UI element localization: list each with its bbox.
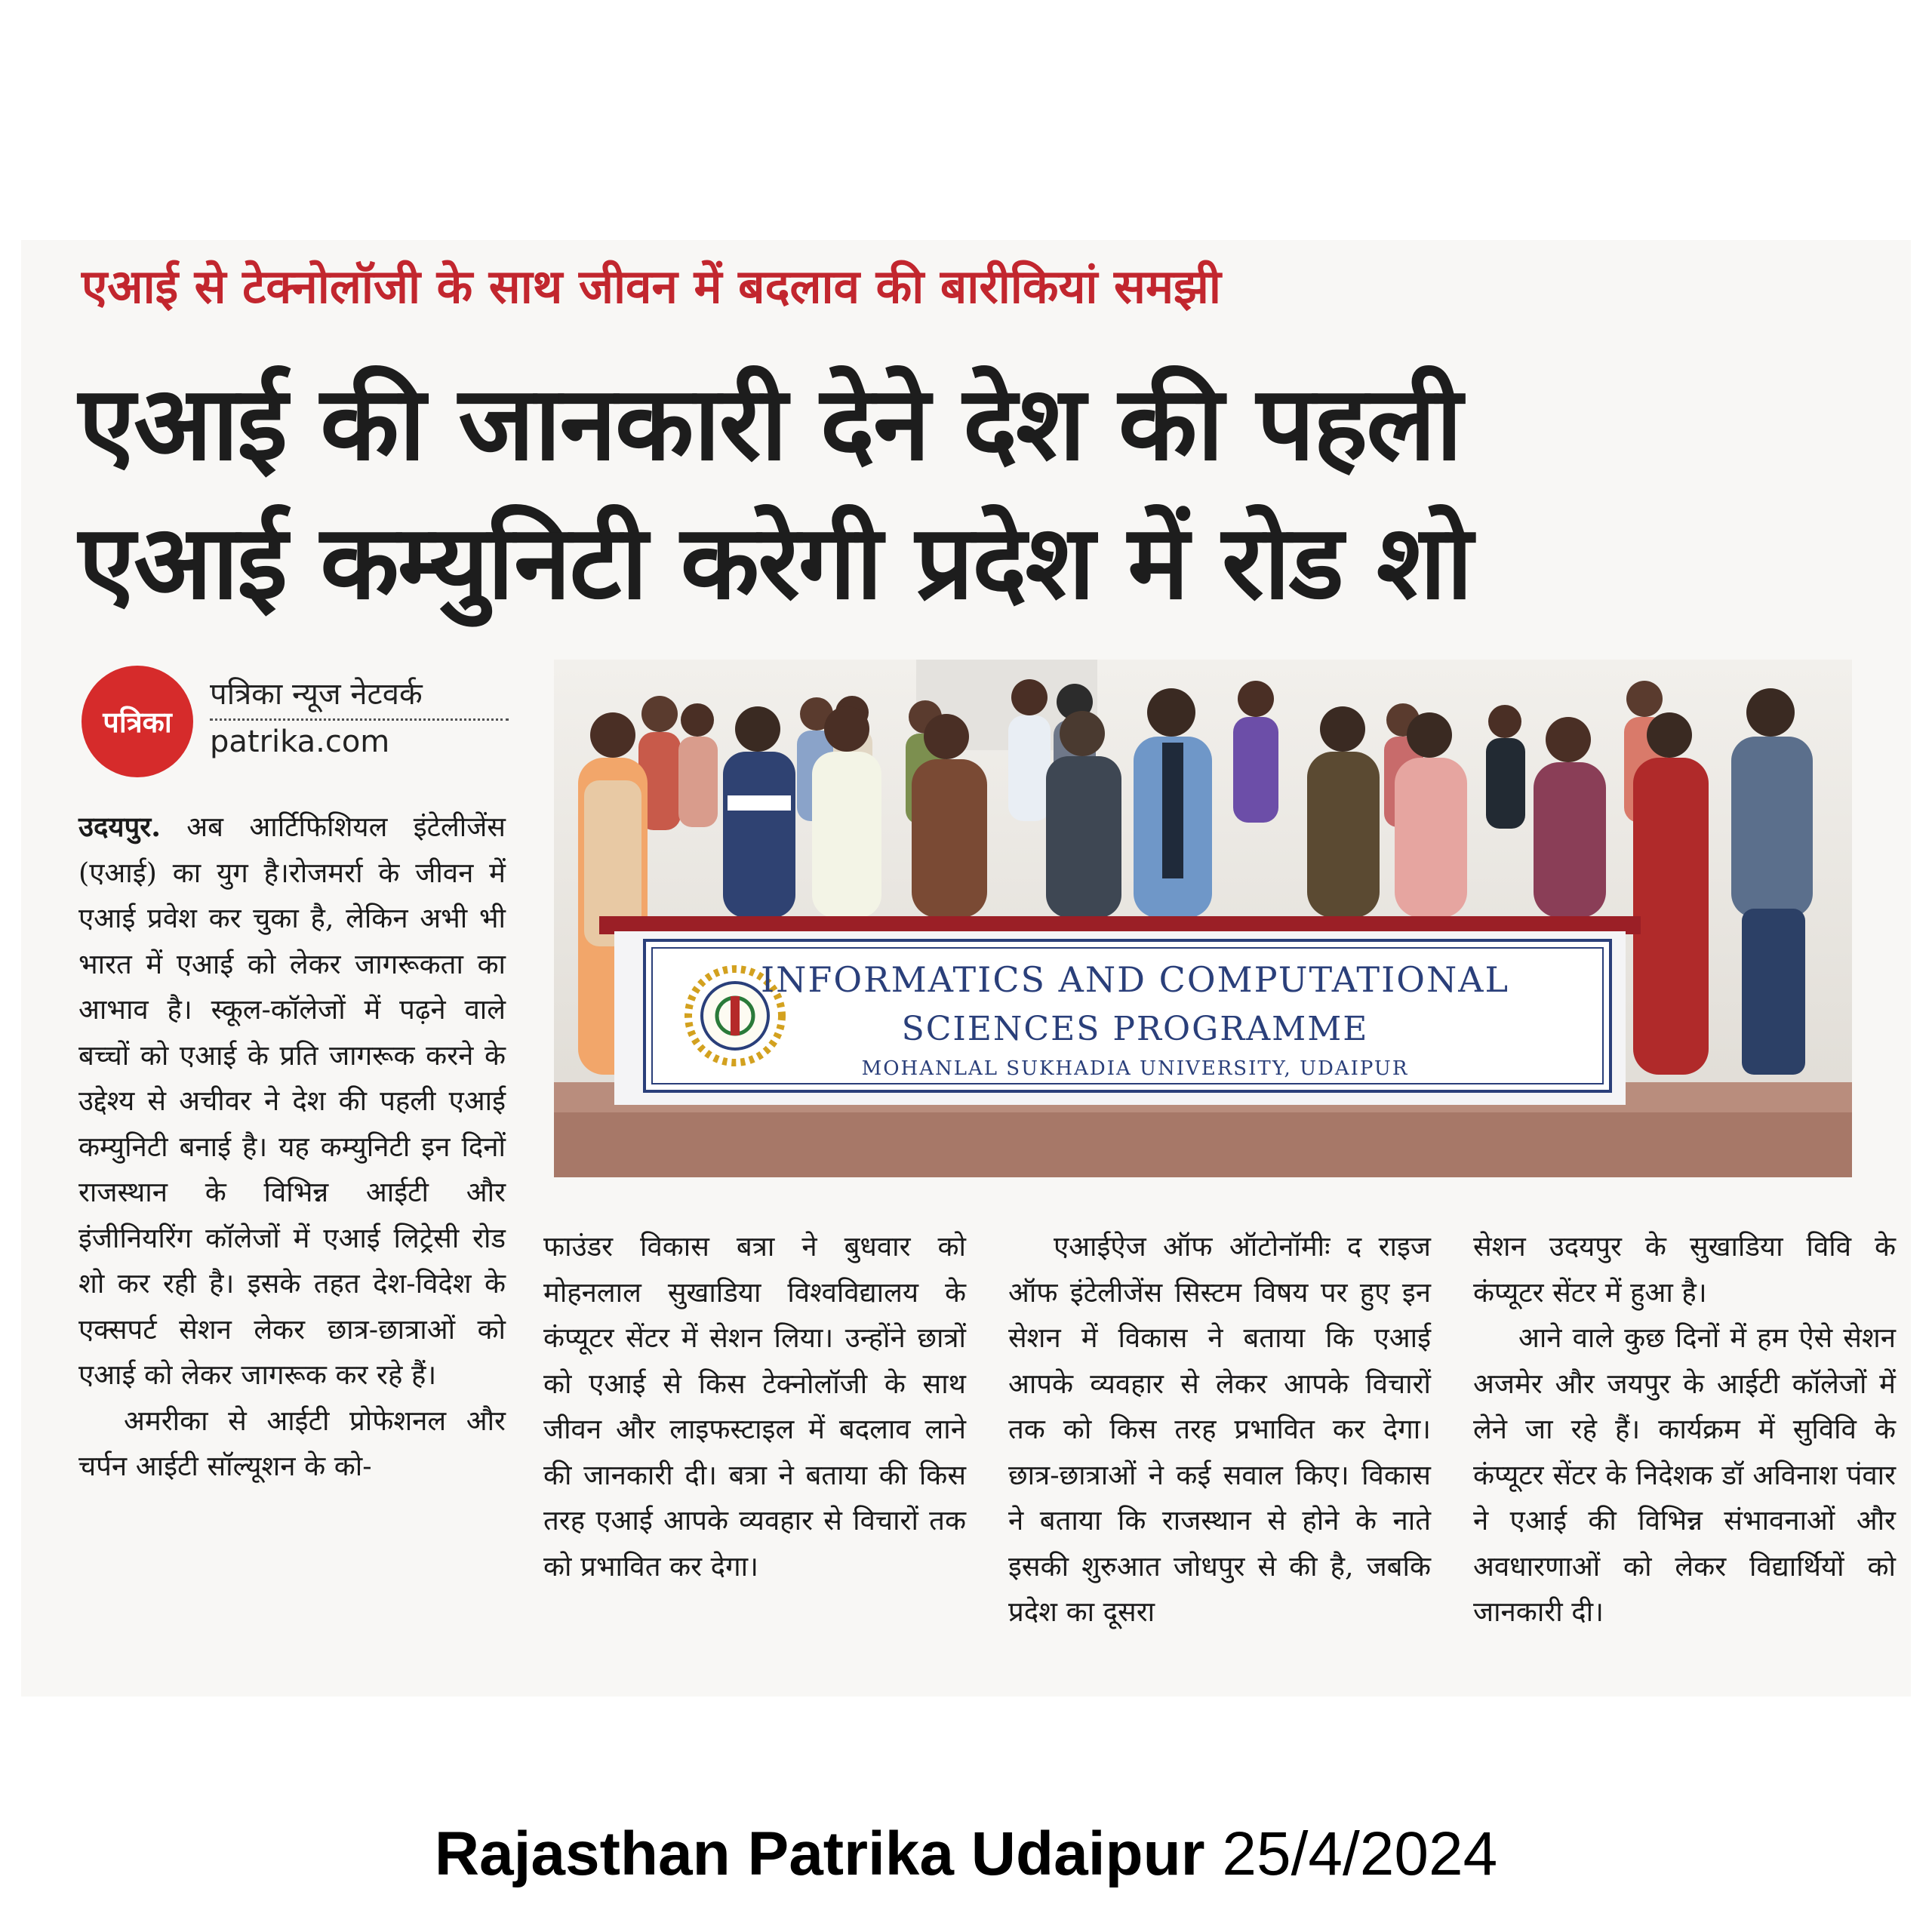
article-kicker: एआई से टेक्नोलॉजी के साथ जीवन में बदलाव की बारीकियां समझी <box>82 259 1221 314</box>
article-headline <box>78 355 1844 632</box>
byline-network: पत्रिका न्यूज नेटवर्क <box>210 677 423 712</box>
column-4-paragraph-2: आने वाले कुछ दिनों में हम ऐसे सेशन अजमेर और जयपुर के आईटी कॉलेजों में लेने जा रहे हैं। कार्यक्रम में सुविवि के कंप्यूटर सेंटर के निदेशक डॉ अविनाश पंवार ने एआई की विभिन्न संभावनाओं और अवधारणाओं को लेकर विद्यार्थियों को जानकारी दी। <box>1473 1321 1896 1628</box>
headline-line-2: एआई कम्युनिटी करेगी प्रदेश में रोड शो <box>78 503 1472 623</box>
dateline: उदयपुर. <box>78 811 161 843</box>
column-4-paragraph-1: सेशन उदयपुर के सुखाडिया विवि के कंप्यूटर सेंटर में हुआ है। <box>1473 1230 1896 1309</box>
publication-name: Rajasthan Patrika Udaipur <box>434 1820 1205 1888</box>
banner-line-1: INFORMATICS AND COMPUTATIONAL <box>760 959 1510 1000</box>
headline-line-1: एआई की जानकारी देने देश की पहली <box>78 365 1461 484</box>
banner-line-3: MOHANLAL SUKHADIA UNIVERSITY, UDAIPUR <box>861 1057 1409 1080</box>
event-photo <box>554 660 1852 1177</box>
byline-divider <box>210 718 509 721</box>
publication-date: 25/4/2024 <box>1222 1820 1498 1888</box>
column-1-paragraph-2: अमरीका से आईटी प्रोफेशनल और चर्पन आईटी सॉल्यूशन के को- <box>78 1404 506 1482</box>
patrika-logo-badge: पत्रिका <box>82 666 193 777</box>
article-column-1 <box>78 804 506 1490</box>
article-column-3 <box>1008 1224 1431 1635</box>
article-column-4 <box>1473 1224 1896 1635</box>
byline-site: patrika.com <box>210 724 390 759</box>
column-1-paragraph-1: अब आर्टिफिशियल इंटेलीजेंस (एआई) का युग है।रोजमर्रा के जीवन में एआई प्रवेश कर चुका है, लेकिन अभी भी भारत में एआई को लेकर जागरूकता का आभाव है। स्कूल-कॉलेजों में पढ़ने वाले बच्चों को एआई के प्रति जागरूक करने के उद्देश्य से अचीवर ने देश की पहली एआई कम्युनिटी बनाई है। यह कम्युनिटी इन दिनों राजस्थान के विभिन्न आईटी और इंजीनियरिंग कॉलेजों में एआई लिट्रेसी रोड शो कर रही है। इसके तहत देश-विदेश के एक्सपर्ट सेशन लेकर छात्र-छात्राओं को एआई को लेकर जागरूक कर रहे हैं। <box>78 811 506 1391</box>
banner-line-2: SCIENCES PROGRAMME <box>901 1010 1369 1048</box>
column-2-paragraph-1: फाउंडर विकास बत्रा ने बुधवार को मोहनलाल सुखाडिया विश्वविद्यालय के कंप्यूटर सेंटर में सेशन लिया। उन्होंने छात्रों को एआई से किस टेक्नोलॉजी के साथ जीवन और लाइफस्टाइल में बदलाव लाने की जानकारी दी। बत्रा ने बताया की किस तरह एआई आपके व्यवहार से विचारों तक को प्रभावित कर देगा। <box>543 1230 966 1583</box>
column-3-paragraph-1: एआईऐज ऑफ ऑटोनॉमीः द राइज ऑफ इंटेलीजेंस सिस्टम विषय पर हुए इन सेशन में विकास ने बताया कि एआई आपके व्यवहार से लेकर आपके विचारों तक को किस तरह प्रभावित कर देगा। छात्र-छात्राओं ने कई सवाल किए। विकास ने बताया कि राजस्थान से होने के नाते इसकी शुरुआत जोधपुर से की है, जबकि प्रदेश का दूसरा <box>1008 1230 1431 1628</box>
publication-caption <box>0 1819 1932 1890</box>
article-column-2 <box>543 1224 966 1589</box>
